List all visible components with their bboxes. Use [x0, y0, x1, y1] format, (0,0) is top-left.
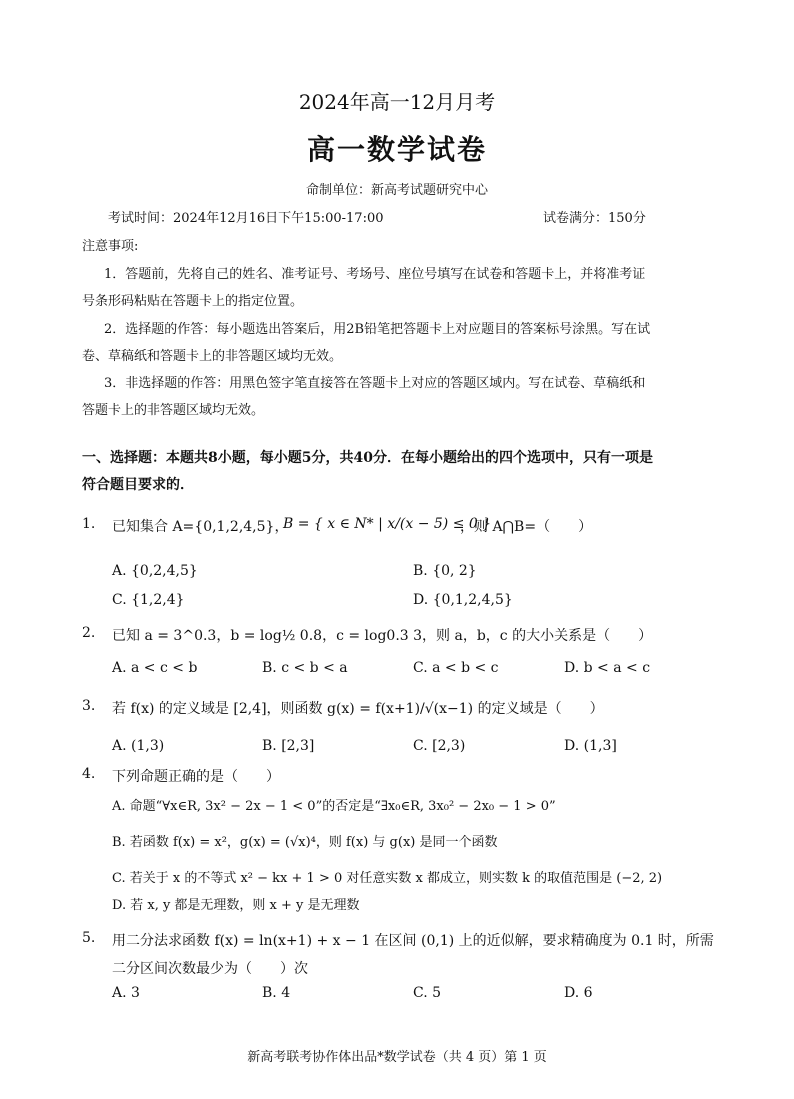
q1-number: 1. [82, 516, 96, 532]
q3-option-d: D. (1,3] [564, 738, 617, 754]
notice-item-3: 3．非选择题的作答：用黑色签字笔直接答在答题卡上对应的答题区域内。写在试卷、草稿纸和 [104, 376, 646, 391]
q2-option-a: A. a < c < b [112, 660, 198, 676]
q3-number: 3. [82, 698, 96, 714]
q5-option-b: B. 4 [262, 985, 291, 1001]
q5-option-a: A. 3 [112, 985, 140, 1001]
q1-option-c: C. {1,2,4} [112, 592, 185, 608]
q4-option-c: C. 若关于 x 的不等式 x² − kx + 1 > 0 对任意实数 x 都成立，则实数 k 的取值范围是 (−2, 2) [112, 871, 663, 886]
full-score: 试卷满分：150分 [543, 211, 646, 226]
q2-option-c: C. a < b < c [413, 660, 499, 676]
q3-option-b: B. [2,3] [262, 738, 315, 754]
q4-option-b: B. 若函数 f(x) = x²，g(x) = (√x)⁴，则 f(x) 与 g(x) 是同一个函数 [112, 835, 498, 850]
q1-set-b: B = { x ∈ N* | x/(x − 5) ≤ 0 } [283, 516, 492, 532]
q5-option-d: D. 6 [564, 985, 593, 1001]
notice-item-2: 2．选择题的作答：每小题选出答案后，用2B铅笔把答题卡上对应题目的答案标号涂黑。写在试 [104, 322, 651, 337]
q5-stem-cont: 二分区间次数最少为（ ）次 [112, 961, 308, 977]
q3-option-c: C. [2,3) [413, 738, 466, 754]
subject-title: 高一数学试卷 [306, 133, 487, 166]
q1-option-b: B. {0, 2} [413, 563, 477, 579]
q1-stem-a: 已知集合 A={0,1,2,4,5}， [112, 519, 289, 535]
q2-stem: 已知 a = 3^0.3，b = log½ 0.8，c = log0.3 3，则 a，b，c 的大小关系是（ ） [112, 628, 653, 644]
q4-option-d: D. 若 x, y 都是无理数，则 x + y 是无理数 [112, 898, 360, 913]
exam-title: 2024年高一12月月考 [298, 90, 496, 114]
issuer: 命制单位：新高考试题研究中心 [305, 183, 488, 198]
notice-heading: 注意事项: [82, 239, 139, 254]
q2-option-d: D. b < a < c [564, 660, 651, 676]
section-heading: 一、选择题：本题共8小题，每小题5分，共40分．在每小题给出的四个选项中，只有一项是 [82, 450, 653, 466]
q5-stem: 用二分法求函数 f(x) = ln(x+1) + x − 1 在区间 (0,1) 上的近似解，要求精确度为 0.1 时，所需 [112, 933, 714, 949]
q1-stem-b: ，则 A⋂B=（ ） [460, 519, 593, 535]
q4-stem: 下列命题正确的是（ ） [112, 769, 280, 785]
q3-option-a: A. (1,3) [112, 738, 165, 754]
page-footer: 新高考联考协作体出品*数学试卷（共 4 页）第 1 页 [247, 1050, 547, 1065]
exam-time: 考试时间：2024年12月16日下午15:00-17:00 [108, 211, 384, 226]
notice-item-2-cont: 卷、草稿纸和答题卡上的非答题区域均无效。 [82, 349, 343, 364]
notice-item-1-cont: 号条形码粘贴在答题卡上的指定位置。 [82, 294, 304, 309]
q4-number: 4. [82, 766, 96, 782]
q1-option-d: D. {0,1,2,4,5} [413, 592, 513, 608]
q4-option-a: A. 命题“∀x∈R, 3x² − 2x − 1 < 0”的否定是“∃x₀∈R, 3x₀² − 2x₀ − 1 > 0” [112, 799, 556, 814]
q5-number: 5. [82, 930, 96, 946]
q1-option-a: A. {0,2,4,5} [112, 563, 198, 579]
q2-number: 2. [82, 625, 96, 641]
q2-option-b: B. c < b < a [262, 660, 348, 676]
notice-item-3-cont: 答题卡上的非答题区域均无效。 [82, 403, 265, 418]
notice-item-1: 1．答题前，先将自己的姓名、准考证号、考场号、座位号填写在试卷和答题卡上，并将准考证 [104, 267, 646, 282]
q5-option-c: C. 5 [413, 985, 442, 1001]
section-heading-cont: 符合题目要求的． [82, 477, 194, 493]
q3-stem: 若 f(x) 的定义域是 [2,4]，则函数 g(x) = f(x+1)/√(x−1) 的定义域是（ ） [112, 701, 604, 717]
